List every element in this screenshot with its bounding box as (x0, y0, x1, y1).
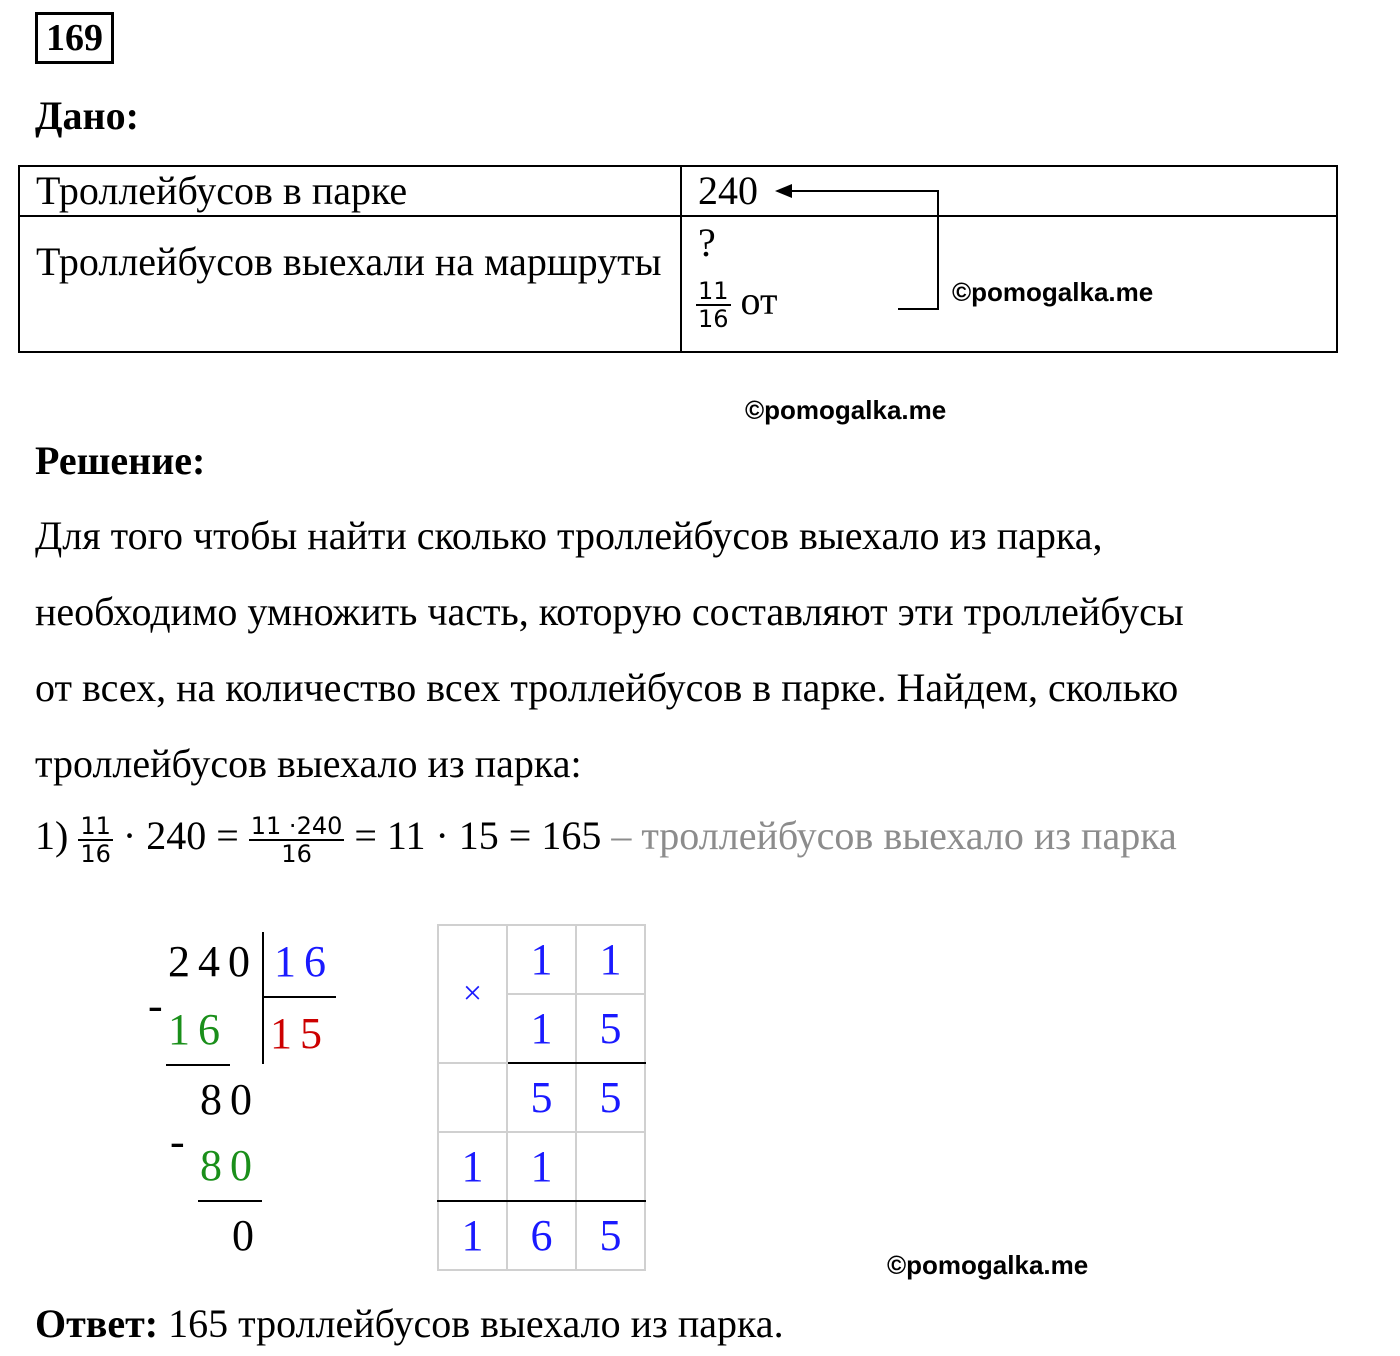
mult-cell: 1 (576, 925, 645, 994)
long-division (140, 930, 360, 1270)
step-fraction-2 (249, 813, 345, 867)
answer-text: 165 троллейбусов выехало из парка. (168, 1301, 784, 1346)
mult-row-5 (438, 1201, 645, 1270)
mult-row-4 (438, 1132, 645, 1201)
watermark-3: ©pomogalka.me (887, 1250, 1089, 1280)
step-comment: – троллейбусов выехало из парка (611, 813, 1177, 858)
solution-line-3: от всех, на количество всех троллейбусов в парке. Найдем, сколько (35, 665, 1179, 710)
mult-cell (438, 1063, 507, 1132)
solution-line-4: троллейбусов выехало из парка: (35, 741, 582, 786)
given-value-park: 240 (681, 166, 1337, 216)
problem-number: 169 (35, 12, 114, 64)
division-divisor: 16 (274, 937, 334, 986)
step-fraction-2-den: 16 (281, 839, 312, 868)
step-fraction-1 (78, 813, 113, 867)
division-bar (262, 932, 264, 1064)
division-quotient-line (262, 996, 336, 998)
step-fraction-1-num: 11 (80, 811, 111, 840)
mult-cell: 5 (576, 1063, 645, 1132)
step-times-240: · 240 = (122, 813, 239, 858)
division-line-2 (198, 1200, 262, 1202)
mult-cell (576, 1132, 645, 1201)
mult-cell: 5 (576, 994, 645, 1063)
relation-arrow (0, 0, 1400, 420)
watermark-1: ©pomogalka.me (952, 277, 1154, 307)
mult-cell: 5 (507, 1063, 576, 1132)
solution-step-1 (35, 812, 1177, 867)
solution-heading: Решение: (35, 438, 206, 483)
division-line-1 (166, 1064, 230, 1066)
division-dividend: 240 (168, 937, 258, 986)
mult-cell: 5 (576, 1201, 645, 1270)
mult-cell: 6 (507, 1201, 576, 1270)
mult-row-3 (438, 1063, 645, 1132)
step-fraction-2-num: 11 ·240 (250, 811, 343, 840)
step-prefix: 1) (35, 813, 69, 858)
solution-line-2: необходимо умножить часть, которую составляют эти троллейбусы (35, 589, 1184, 634)
division-minus-1: - (148, 981, 171, 1030)
given-fraction-num: 11 (698, 276, 729, 305)
unknown-mark: ? (698, 220, 716, 265)
division-subtract-2: 80 (200, 1141, 260, 1190)
given-suffix: от (740, 278, 778, 323)
given-label-park: Троллейбусов в парке (19, 166, 681, 216)
given-heading: Дано: (35, 93, 139, 138)
division-remainder-1: 80 (200, 1075, 260, 1124)
solution-line-1: Для того чтобы найти сколько троллейбусов выехало из парка, (35, 513, 1103, 558)
division-quotient: 15 (270, 1009, 330, 1058)
division-minus-2: - (170, 1117, 193, 1166)
mult-cell: 1 (507, 925, 576, 994)
multiplication-grid (437, 924, 646, 1271)
mult-cell: 1 (438, 1132, 507, 1201)
answer-label: Ответ: (35, 1301, 159, 1346)
step-result: = 11 · 15 = 165 (354, 813, 602, 858)
division-subtract-1: 16 (168, 1005, 228, 1054)
given-fraction-den: 16 (698, 304, 729, 333)
step-fraction-1-den: 16 (80, 839, 111, 868)
division-final: 0 (232, 1211, 262, 1260)
watermark-2: ©pomogalka.me (745, 395, 947, 425)
mult-cell: 1 (438, 1201, 507, 1270)
mult-cell: 1 (507, 1132, 576, 1201)
multiply-sign: × (438, 925, 507, 1063)
given-label-routes: Троллейбусов выехали на маршруты (19, 216, 681, 352)
mult-cell: 1 (507, 994, 576, 1063)
answer (35, 1300, 784, 1347)
mult-row-1 (438, 925, 645, 994)
